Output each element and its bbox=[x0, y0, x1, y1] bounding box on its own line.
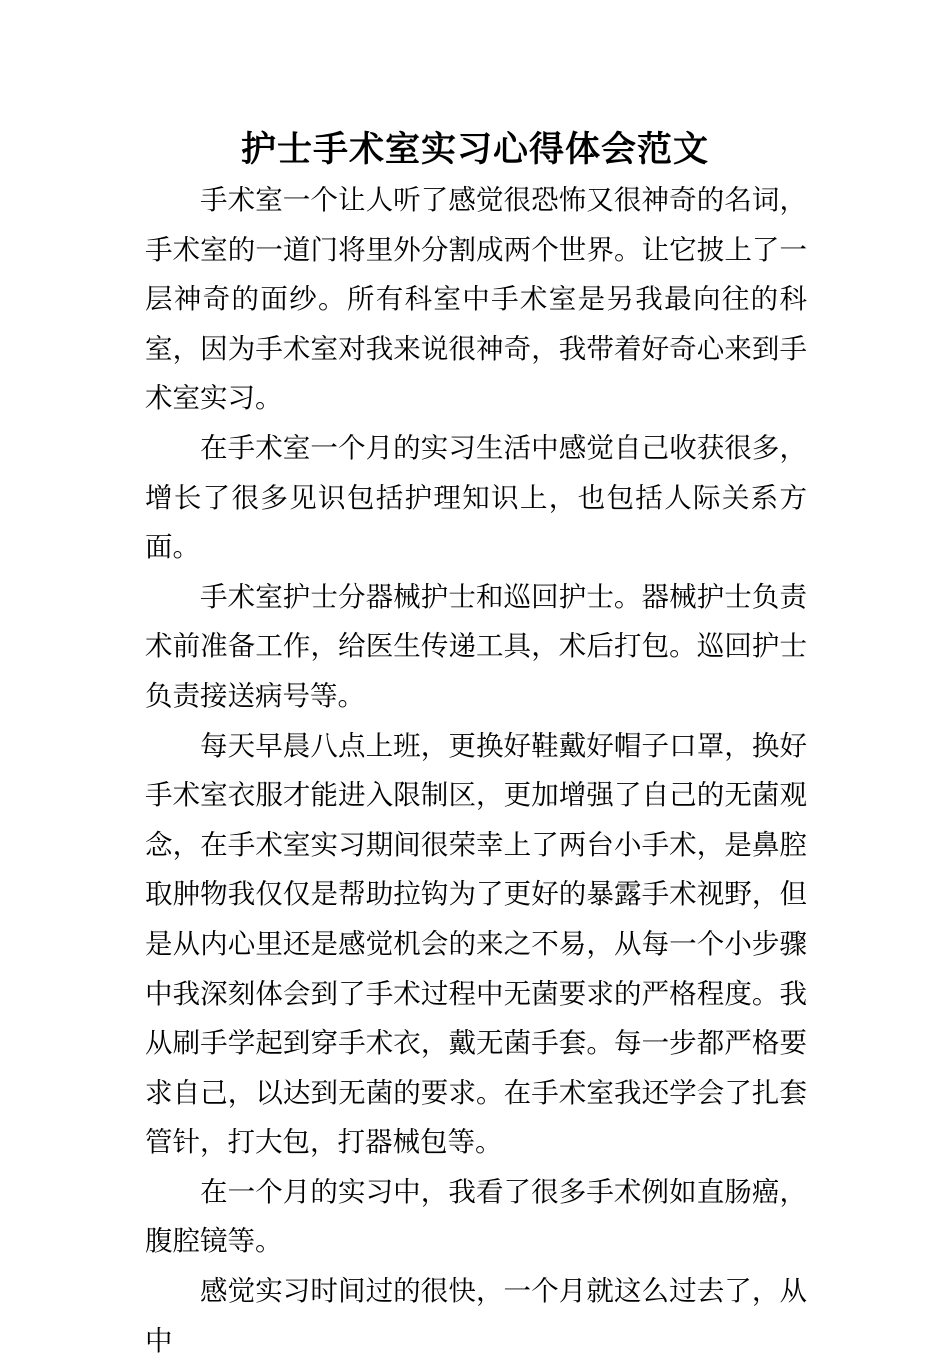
paragraph: 在一个月的实习中，我看了很多手术例如直肠癌，腹腔镜等。 bbox=[145, 1175, 807, 1258]
paragraph: 每天早晨八点上班，更换好鞋戴好帽子口罩，换好手术室衣服才能进入限制区，更加增强了自己的无菌观念，在手术室实习期间很荣幸上了两台小手术，是鼻腔取肿物我仅仅是帮助拉钩为了更好的暴露手术视野，但是从内心里还是感觉机会的来之不易，从每一个小步骤中我深刻体会到了手术过程中无菌要求的严格程度。我从刷手学起到穿手术衣，戴无菌手套。每一步都严格要求自己，以达到无菌的要求。在手术室我还学会了扎套管针，打大包，打器械包等。 bbox=[145, 729, 807, 1159]
paragraph: 感觉实习时间过的很快，一个月就这么过去了，从中 bbox=[145, 1275, 807, 1357]
paragraph: 手术室一个让人听了感觉很恐怖又很神奇的名词，手术室的一道门将里外分割成两个世界。让它披上了一层神奇的面纱。所有科室中手术室是另我最向往的科室，因为手术室对我来说很神奇，我带着好奇心来到手术室实习。 bbox=[145, 184, 807, 415]
document-body bbox=[145, 176, 807, 1366]
paragraph: 手术室护士分器械护士和巡回护士。器械护士负责术前准备工作，给医生传递工具，术后打包。巡回护士负责接送病号等。 bbox=[145, 580, 807, 712]
paragraph: 在手术室一个月的实习生活中感觉自己收获很多，增长了很多见识包括护理知识上，也包括人际关系方面。 bbox=[145, 431, 807, 564]
document-title: 护士手术室实习心得体会范文 bbox=[240, 130, 709, 170]
